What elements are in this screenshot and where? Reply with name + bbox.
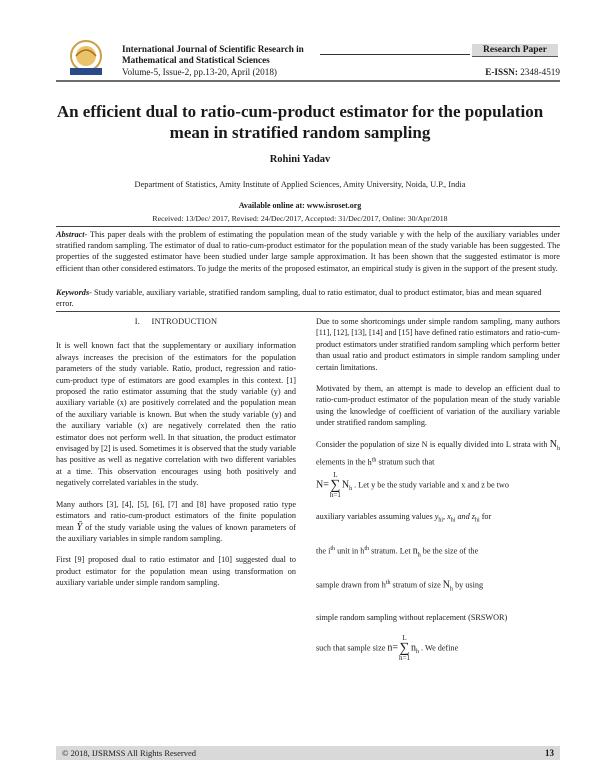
equation-N-sum xyxy=(316,472,560,500)
hth-h-2: h xyxy=(360,546,365,556)
hth-sup: th xyxy=(371,457,377,464)
nh-n-sub: h xyxy=(417,552,421,559)
copyright: © 2018, IJSRMSS All Rights Reserved xyxy=(62,748,196,758)
p5-text-d: be the size of the xyxy=(420,546,479,556)
header-divider xyxy=(56,80,560,82)
nh-symbol xyxy=(550,439,560,450)
sigma-icon-2: ∑ xyxy=(399,640,410,656)
p4-text-a: auxiliary variables assuming values xyxy=(316,512,435,522)
Nh-N: N xyxy=(442,579,451,591)
sigma-icon: ∑ xyxy=(330,478,341,494)
journal-logo xyxy=(66,38,106,78)
p6-text-b: stratum of size xyxy=(390,580,443,590)
ybar-symbol: Ȳ xyxy=(76,521,83,533)
eq1-sub: h xyxy=(349,486,353,493)
p8-text-a: such that sample size xyxy=(316,642,388,652)
Nh-sub: h xyxy=(450,586,454,593)
hth-h-3: h xyxy=(381,580,386,590)
right-paragraph-2: Motivated by them, an attempt is made to develop an efficient dual to ratio-cum-product estimator of the population mean of the study variable using the knowledge of coefficient of variation of the auxiliary variable under stratified random sampling. xyxy=(316,384,560,428)
abstract-text: This paper deals with the problem of estimating the population mean of the study variable y with the help of the auxiliary variables under stratified random sampling. The estimator of dual to ratio-cum-product estimator for the population mean of the study variable has been suggested. The properties of the suggested estimator have been studied under large sample approximation. It has been shown that the suggested estimator is more efficient than other considered estimators. To judge the merits of the proposed estimator, an empirical study is given in the support of the present study. xyxy=(56,230,560,273)
p6-text-c: by using xyxy=(453,580,484,590)
keywords xyxy=(56,287,560,309)
issn-value: 2348-4519 xyxy=(520,67,560,77)
p2-text-a: Many authors [3], [4], [5], [6], [7] and [8] have proposed ratio type estimators and ratio-cum-product estimators of the finite population mean xyxy=(56,499,296,532)
intro-paragraph-2 xyxy=(56,499,296,545)
author-name: Rohini Yadav xyxy=(269,154,331,165)
eq1-tail: . Let y be the study variable and x and z be two xyxy=(352,480,509,490)
available-online: Available online at: www.isroset.org xyxy=(238,201,362,210)
p3-text-b: elements in the xyxy=(316,457,368,467)
abstract-label: Abstract- xyxy=(56,230,88,239)
and-word: and xyxy=(457,512,470,522)
eq1-lhs: N= xyxy=(316,479,329,491)
intro-paragraph-1: It is well known fact that the supplementary or auxiliary information always increases the precision of the estimators for the population parameters of the study variable. Ratio, product, regression and ratio-cum-product type of estimators are good examples in this context. [1] proposed the ratio estimator assuming that the study variable (y) and auxiliary variable (x) are positively correlated and the population mean of the auxiliary variable is known. But when the study variable (y) and the auxiliary variable (x) are negatively correlated then the ratio estimator does not perform well. In that situation, the product estimator envisaged by [2] is used. Sometimes it is observed that the study variable has positive as well as negative correlation with two different variables at a time. This observation encourages using both positively and negatively correlated variables in the study. xyxy=(56,341,296,488)
keywords-label: Keywords- xyxy=(56,288,92,297)
paper-title: An efficient dual to ratio-cum-product estimator for the population mean in stratified random sampling xyxy=(56,102,544,142)
p5-text-c: stratum. Let xyxy=(369,546,413,556)
paper-type-badge: Research Paper xyxy=(472,44,558,57)
z-hi: z xyxy=(471,512,475,522)
eq2-sub: h xyxy=(416,648,419,655)
keywords-text: Study variable, auxiliary variable, stratified random sampling, dual to ratio estimator, dual to product estimator, bias and mean squared error. xyxy=(56,288,542,309)
submission-dates: Received: 13/Dec/ 2017, Revised: 24/Dec/2017, Accepted: 31/Dec/2017, Online: 30/Apr/2018 xyxy=(152,214,448,223)
sum2-top: L xyxy=(402,633,407,642)
affiliation: Department of Statistics, Amity Institute of Applied Sciences, Amity University, Noida, U.P., India xyxy=(134,180,466,189)
abstract xyxy=(56,229,560,274)
y-hi-sub: hi xyxy=(438,517,443,524)
y-hi: y xyxy=(434,512,439,522)
x-hi: x xyxy=(447,512,451,522)
p2-text-b: of the study variable using the values of known parameters of the auxiliary variables in simple random sampling. xyxy=(56,522,296,543)
nh-N: N xyxy=(549,438,557,450)
ith-i: i xyxy=(328,546,331,556)
summation-symbol-2 xyxy=(399,635,410,662)
sum-top: L xyxy=(333,471,338,480)
nh-sub: h xyxy=(557,445,560,452)
x-hi-sub: hi xyxy=(450,517,456,524)
equation-n-sum xyxy=(316,635,560,663)
p4-text-b: for xyxy=(479,512,492,522)
ith-sup: th xyxy=(330,545,336,552)
p8-text-b: . We define xyxy=(419,642,459,652)
hth-sup-3: th xyxy=(385,580,391,587)
journal-title: International Journal of Scientific Research in Mathematical and Statistical Sciences xyxy=(122,44,304,65)
p5-text-b: unit in xyxy=(335,546,361,556)
sample-drawn-line xyxy=(316,572,560,600)
p5-text-a: the xyxy=(316,546,329,556)
right-paragraph-1: Due to some shortcomings under simple random sampling, many authors [11], [12], [13], [14] and [15] have defined ratio estimators and ratio-cum-product estimators under stratified random sampling which perform better than usual ratio and product estimators in simple random sampling under certain limitations. xyxy=(316,317,560,372)
page-number: 13 xyxy=(545,748,554,758)
abstract-rule-bottom xyxy=(56,311,560,312)
p6-text-a: sample drawn from xyxy=(316,580,382,590)
nh-n: n xyxy=(412,545,418,557)
volume-issue: Volume-5, Issue-2, pp.13-20, April (2018) xyxy=(122,67,277,77)
intro-paragraph-3: First [9] proposed dual to ratio estimator and [10] suggested dual to product estimator for the population mean using transformation on auxiliary variable under simple random sampling. xyxy=(56,555,296,588)
srswor-line: simple random sampling without replacement (SRSWOR) xyxy=(316,612,508,622)
header-rule xyxy=(320,54,470,55)
section-heading: I. INTRODUCTION xyxy=(134,317,218,326)
p3-text-a: Consider the population of size N is equally divided into L strata with xyxy=(316,439,550,449)
left-column xyxy=(56,316,296,599)
auxiliary-values-line: auxiliary variables assuming values $y_{hi}$, $x_{hi}$ and $z_{hi}$ for xyxy=(316,512,492,524)
summation-symbol xyxy=(330,472,341,499)
sum-bottom: h=1 xyxy=(329,491,341,500)
right-column xyxy=(316,316,560,669)
eq1-term: N xyxy=(341,479,350,491)
issn xyxy=(470,67,560,77)
abstract-rule-top xyxy=(56,226,560,227)
hth-sup-2: th xyxy=(364,545,370,552)
sum2-bottom: h=1 xyxy=(399,653,410,662)
issn-label: E-ISSN: xyxy=(485,67,518,77)
unit-stratum-line xyxy=(316,538,560,566)
right-paragraph-3 xyxy=(316,439,560,469)
hth-h: h xyxy=(367,457,372,467)
p3-text-c: stratum such that xyxy=(376,457,435,467)
z-hi-sub: hi xyxy=(474,517,480,524)
eq2-term: n xyxy=(411,641,416,653)
eq2-lhs: n= xyxy=(387,641,399,653)
